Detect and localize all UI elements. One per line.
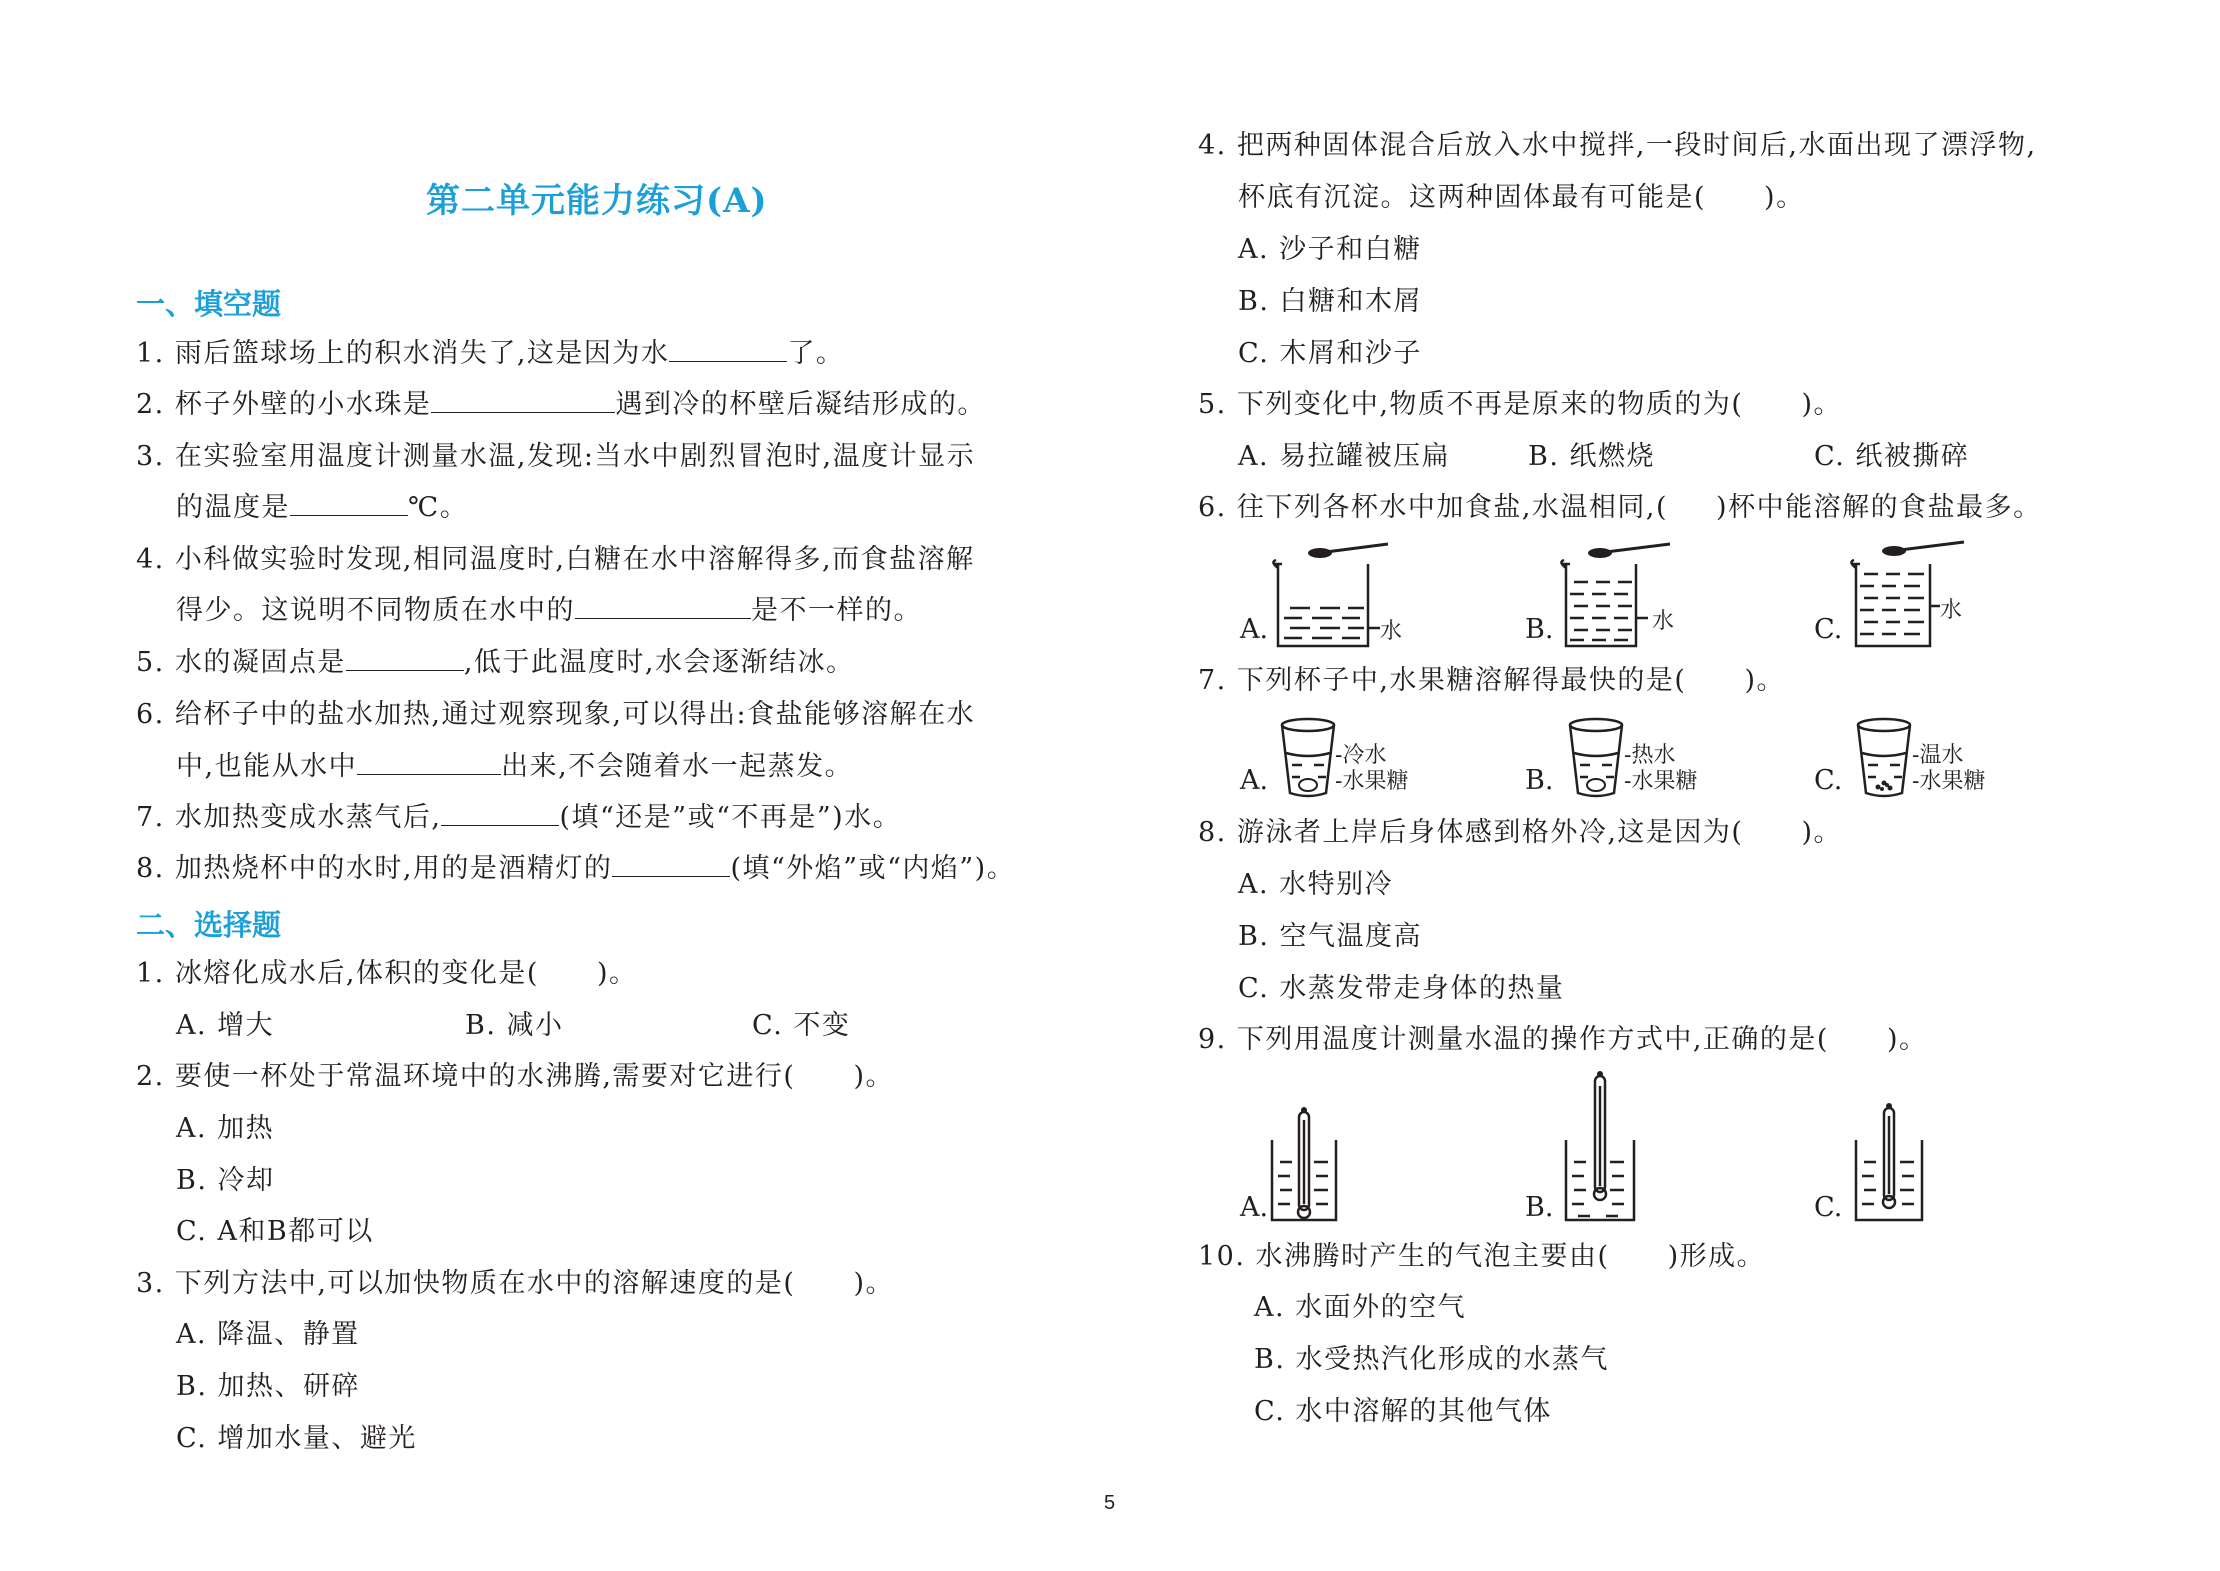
fill-q5-blank[interactable] (346, 648, 464, 671)
choice-q3-option-a: A. 降温、静置 (176, 1319, 360, 1350)
fill-q4-line1: 4. 小科做实验时发现,相同温度时,白糖在水中溶解得多,而食盐溶解 (136, 544, 975, 575)
choice-q3-option-c: C. 增加水量、避光 (176, 1423, 417, 1454)
fill-q3-text-b: 的温度是 (176, 492, 290, 523)
fill-q6-text-c: 出来,不会随着水一起蒸发。 (501, 751, 854, 782)
fill-q4-text-b: 得少。这说明不同物质在水中的 (176, 595, 575, 626)
choice-q6-label-b: B. (1525, 614, 1554, 645)
choice-q9-stem-b: )。 (1886, 1024, 1928, 1055)
choice-q6-water-label-c: 水 (1940, 598, 1963, 623)
choice-q10-option-a: A. 水面外的空气 (1254, 1292, 1467, 1323)
choice-q10-stem-b: )形成。 (1667, 1241, 1766, 1272)
fill-q5-text-b: ,低于此温度时,水会逐渐结冰。 (463, 647, 855, 678)
fill-q3-line1: 3. 在实验室用温度计测量水温,发现:当水中剧烈冒泡时,温度计显示 (136, 441, 976, 472)
choice-q8-option-a: A. 水特别冷 (1238, 869, 1394, 900)
choice-q2-stem-a: 2. 要使一杯处于常温环境中的水沸腾,需要对它进行( (136, 1061, 796, 1092)
fill-q4-blank[interactable] (575, 596, 751, 619)
choice-q10-stem (1198, 1239, 1765, 1275)
choice-q7-candy-a-text: 水果糖 (1342, 769, 1409, 794)
choice-q1-stem (136, 956, 638, 992)
choice-q4-stem-line1: 4. 把两种固体混合后放入水中搅拌,一段时间后,水面出现了漂浮物, (1198, 130, 2037, 161)
choice-q2-option-a: A. 加热 (176, 1113, 275, 1144)
fill-q5-text-a: 5. 水的凝固点是 (136, 647, 346, 678)
fill-q8-text-b: (填“外焰”或“内焰”)。 (730, 853, 1016, 884)
choice-q7-label-a: A. (1240, 765, 1269, 796)
thermometer-correct-figure (1852, 1100, 1942, 1224)
fill-q2 (136, 387, 986, 423)
fill-q6-blank[interactable] (357, 752, 501, 775)
choice-q2-option-b: B. 冷却 (176, 1165, 275, 1196)
choice-q8-stem-b: )。 (1801, 817, 1843, 848)
fill-q2-text-a: 2. 杯子外壁的小水珠是 (136, 389, 432, 420)
choice-q2-option-c: C. A和B都可以 (176, 1216, 374, 1247)
choice-q5-option-b: B. 纸燃烧 (1528, 441, 1656, 472)
choice-q5-stem-b: )。 (1801, 389, 1843, 420)
choice-q7-stem (1198, 663, 1785, 699)
choice-q9-label-c: C. (1814, 1192, 1843, 1223)
thermometer-held-high-figure (1562, 1068, 1652, 1224)
choice-q4-stem-c: )。 (1764, 182, 1805, 213)
choice-q6-stem-a: 6. 往下列各杯水中加食盐,水温相同,( (1198, 492, 1669, 523)
fill-q6-line2 (176, 749, 853, 785)
fill-q4-line2 (176, 593, 922, 629)
choice-q3-stem-a: 3. 下列方法中,可以加快物质在水中的溶解速度的是( (136, 1268, 796, 1299)
fill-q7-blank[interactable] (441, 803, 559, 826)
section-multiple-choice: 二、选择题 (136, 908, 282, 942)
fill-q7-text-b: (填“还是”或“不再是”)水。 (559, 802, 902, 833)
choice-q7-label-c: C. (1814, 765, 1843, 796)
choice-q1-option-a: A. 增大 (176, 1010, 275, 1041)
fill-q8-blank[interactable] (612, 854, 730, 877)
choice-q4-option-c: C. 木屑和沙子 (1238, 338, 1422, 369)
fill-q3-line2 (176, 490, 468, 526)
choice-q7-water-a: -冷水 (1335, 743, 1387, 768)
choice-q7-water-b: -热水 (1624, 743, 1676, 768)
choice-q7-candy-b-text: 水果糖 (1631, 769, 1698, 794)
choice-q5-option-a: A. 易拉罐被压扁 (1238, 441, 1451, 472)
page-number: 5 (1104, 1492, 1116, 1514)
choice-q5-option-c: C. 纸被撕碎 (1814, 441, 1970, 472)
fill-q1 (136, 336, 844, 372)
choice-q10-stem-a: 10. 水沸腾时产生的气泡主要由( (1198, 1241, 1610, 1272)
choice-q3-stem (136, 1266, 894, 1302)
section-fill-in-blank: 一、填空题 (136, 287, 282, 321)
choice-q7-stem-b: )。 (1744, 665, 1786, 696)
choice-q1-stem-b: )。 (596, 958, 638, 989)
fill-q2-text-b: 遇到冷的杯壁后凝结形成的。 (615, 389, 986, 420)
choice-q4-option-b: B. 白糖和木屑 (1238, 286, 1423, 317)
choice-q1-stem-a: 1. 冰熔化成水后,体积的变化是( (136, 958, 539, 989)
fill-q8 (136, 851, 1015, 887)
choice-q6-water-label-b: 水 (1652, 609, 1675, 634)
choice-q6-water-label-a: 水 (1380, 619, 1403, 644)
fill-q8-text-a: 8. 加热烧杯中的水时,用的是酒精灯的 (136, 853, 613, 884)
choice-q8-option-b: B. 空气温度高 (1238, 921, 1423, 952)
choice-q9-label-a: A. (1240, 1192, 1269, 1223)
choice-q7-water-c: -温水 (1912, 743, 1964, 768)
choice-q9-stem-a: 9. 下列用温度计测量水温的操作方式中,正确的是( (1198, 1024, 1829, 1055)
choice-q8-stem (1198, 815, 1842, 851)
choice-q8-option-c: C. 水蒸发带走身体的热量 (1238, 973, 1565, 1004)
choice-q6-label-a: A. (1240, 614, 1269, 645)
fill-q2-blank[interactable] (431, 390, 615, 413)
fill-q1-text-a: 1. 雨后篮球场上的积水消失了,这是因为水 (136, 338, 670, 369)
choice-q9-stem (1198, 1022, 1928, 1058)
choice-q5-stem-a: 5. 下列变化中,物质不再是原来的物质的为( (1198, 389, 1744, 420)
fill-q5 (136, 645, 855, 681)
choice-q7-stem-a: 7. 下列杯子中,水果糖溶解得最快的是( (1198, 665, 1687, 696)
choice-q10-option-c: C. 水中溶解的其他气体 (1254, 1396, 1552, 1427)
choice-q4-stem-line2 (1238, 180, 1805, 216)
fill-q6-text-b: 中,也能从水中 (176, 751, 358, 782)
choice-q2-stem-b: )。 (853, 1061, 895, 1092)
choice-q7-candy-c: -水果糖 (1912, 769, 1986, 794)
choice-q6-label-c: C. (1814, 614, 1843, 645)
choice-q7-water-c-text: 温水 (1919, 743, 1964, 768)
choice-q6-stem-b: )杯中能溶解的食盐最多。 (1716, 492, 2042, 523)
choice-q9-label-b: B. (1525, 1192, 1554, 1223)
choice-q7-water-a-text: 冷水 (1342, 743, 1387, 768)
choice-q3-option-b: B. 加热、研碎 (176, 1371, 361, 1402)
thermometer-touching-bottom-figure (1268, 1100, 1358, 1224)
choice-q7-candy-a: -水果糖 (1335, 769, 1409, 794)
page-title: 第二单元能力练习(A) (426, 181, 768, 221)
choice-q8-stem-a: 8. 游泳者上岸后身体感到格外冷,这是因为( (1198, 817, 1744, 848)
choice-q7-candy-c-text: 水果糖 (1919, 769, 1986, 794)
fill-q4-text-c: 是不一样的。 (751, 595, 922, 626)
choice-q4-option-a: A. 沙子和白糖 (1238, 234, 1422, 265)
fill-q6-line1: 6. 给杯子中的盐水加热,通过观察现象,可以得出:食盐能够溶解在水 (136, 699, 976, 730)
fill-q3-blank[interactable] (290, 493, 408, 516)
choice-q1-option-c: C. 不变 (752, 1010, 851, 1041)
choice-q3-stem-b: )。 (853, 1268, 895, 1299)
fill-q7 (136, 800, 901, 836)
choice-q10-option-b: B. 水受热汽化形成的水蒸气 (1254, 1344, 1610, 1375)
fill-q1-text-b: 了。 (787, 338, 845, 369)
choice-q7-candy-b: -水果糖 (1624, 769, 1698, 794)
choice-q7-water-b-text: 热水 (1631, 743, 1676, 768)
fill-q1-blank[interactable] (669, 339, 787, 362)
choice-q4-stem-b: 杯底有沉淀。这两种固体最有可能是( (1238, 182, 1707, 213)
fill-q7-text-a: 7. 水加热变成水蒸气后, (136, 802, 442, 833)
choice-q2-stem (136, 1059, 894, 1095)
choice-q5-stem (1198, 387, 1842, 423)
choice-q1-option-b: B. 减小 (465, 1010, 564, 1041)
choice-q6-stem (1198, 490, 2042, 526)
choice-q7-label-b: B. (1525, 765, 1554, 796)
fill-q3-text-c: ℃。 (408, 492, 469, 523)
